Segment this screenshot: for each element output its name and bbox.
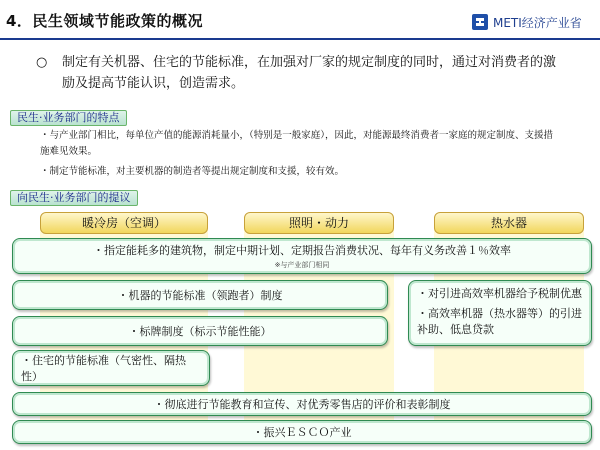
column-header-hotwater: 热水器 [434, 212, 584, 234]
logo-text: METI经济产业省 [493, 15, 582, 30]
meti-logo-icon [470, 12, 490, 32]
measure-esco: ・振兴ＥＳＣＯ产业 [12, 420, 592, 444]
measure-labeling: ・标牌制度（标示节能性能） [12, 316, 388, 346]
measure-building-energy-text: ・指定能耗多的建筑物，制定中期计划、定期报告消费状况、每年有义务改善１％效率 [93, 244, 511, 257]
measure-machine-standard: ・机器的节能标准（领跑者）制度 [12, 280, 388, 310]
intro-text: 制定有关机器、住宅的节能标准，在加强对厂家的规定制度的同时，通过对消费者的激励及提高节能认识，创造需求。 [62, 55, 557, 91]
measure-housing-standard: ・住宅的节能标准（气密性、隔热性） [12, 350, 210, 386]
section-tag-characteristics: 民生·业务部门的特点 [10, 110, 127, 126]
measure-hotwater-support [408, 280, 592, 346]
intro-bullet [36, 52, 566, 94]
characteristic-note-1: ・与产业部门相比，每单位产值的能源消耗量小，（特别是一般家庭），因此，对能源最终消费者一家庭的规定制度、支援措施难见效果。 [40, 130, 554, 157]
hotwater-tax-text: ・对引进高效率机器给予税制优惠 [417, 287, 582, 300]
characteristic-note-2: ・制定节能标准，对主要机器的制造者等提出规定制度和支援，较有效。 [40, 166, 345, 177]
page-title: 4．民生领域节能政策的概况 [6, 12, 203, 30]
circle-marker-icon: ○ [36, 55, 48, 70]
header-rule [0, 38, 600, 40]
measure-building-energy-note: ※与产业部门相同 [274, 261, 330, 269]
column-header-lighting: 照明・动力 [244, 212, 394, 234]
measure-building-energy [12, 238, 592, 274]
column-header-aircon: 暖冷房（空调） [40, 212, 208, 234]
section-tag-proposals: 向民生·业务部门的提议 [10, 190, 138, 206]
hotwater-subsidy-text: ・高效率机器（热水器等）的引进补助、低息贷款 [417, 307, 582, 336]
measure-education: ・彻底进行节能教育和宣传、对优秀零售店的评价和表彰制度 [12, 392, 592, 416]
meti-logo [470, 11, 596, 33]
